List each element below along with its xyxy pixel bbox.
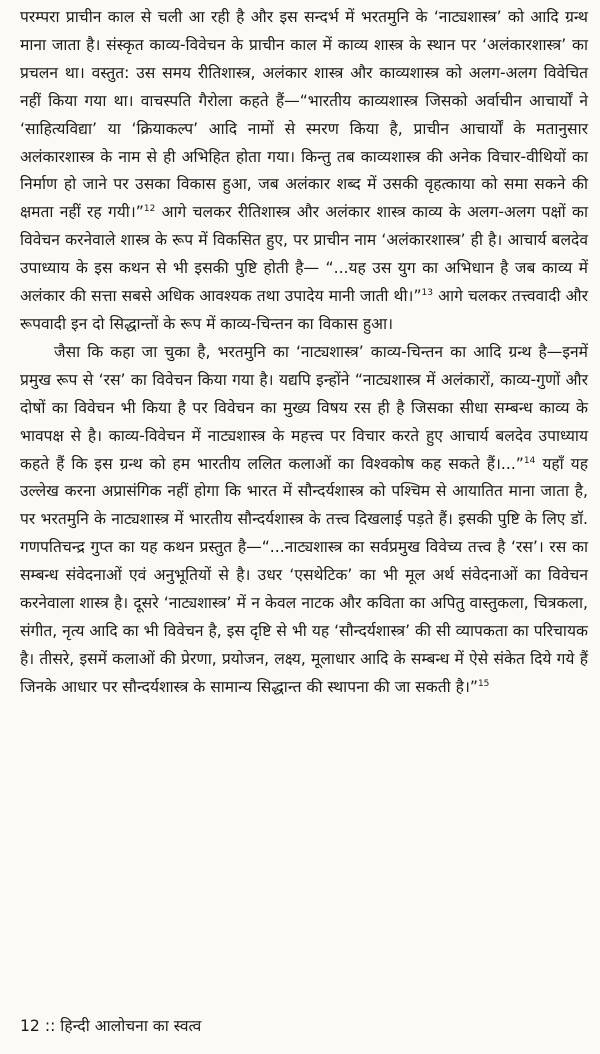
footnote-marker: 14 (523, 455, 536, 466)
paragraph (20, 339, 588, 702)
paragraph (20, 4, 588, 339)
page-footer (20, 1016, 201, 1036)
text-segment: आगे चलकर रीतिशास्त्र और अलंकार शास्त्र काव्य के अलग-अलग पक्षों का विवेचन करनेवाले शास्त्र के रूप में विकसित हुए, पर प्राचीन नाम ‘अलंकारशास्त्र’ ही है। आचार्य बलदेव उपाध्याय के इस कथन से भी इसकी पुष्टि होती है— “...यह उस युग का अभिधान है जब काव्य में अलंकार की सत्ता सबसे अधिक आवश्यक तथा उपादेय मानी जाती थी।” (20, 203, 588, 306)
footnote-marker: 13 (421, 287, 433, 298)
text-segment: यहाँ यह उल्लेख करना अप्रासंगिक नहीं होगा कि भारत में सौन्दर्यशास्त्र को पश्चिम से आयातित माना जाता है, पर भरतमुनि के नाट्यशास्त्र में भारतीय सौन्दर्यशास्त्र के तत्त्व दिखलाई पड़ते हैं। इसकी पुष्टि के लिए डॉ. गणपतिचन्द्र गुप्त का यह कथन प्रस्तुत है—“...नाट्यशास्त्र का सर्वप्रमुख विवेच्य तत्त्व है ‘रस’। रस का सम्बन्ध संवेदनाओं एवं अनुभूतियों से है। उधर ‘एसथेटिक’ का भी मूल अर्थ संवेदनाओं का विवेचन करनेवाला शास्त्र है। दूसरे ‘नाट्यशास्त्र’ में न केवल नाटक और कविता का अपितु वास्तुकला, चित्रकला, संगीत, नृत्य आदि का भी विवेचन है, इस दृष्टि से भी यह ‘सौन्दर्यशास्त्र’ की सी व्यापकता का परिचायक है। तीसरे, इसमें कलाओं की प्रेरणा, प्रयोजन, लक्ष्य, मूलाधार आदि के सम्बन्ध में ऐसे संकेत दिये गये हैं जिनके आधार पर सौन्दर्यशास्त्र के सामान्य सिद्धान्त की स्थापना की जा सकती है।” (20, 454, 589, 696)
text-segment: परम्परा प्राचीन काल से चली आ रही है और इस सन्दर्भ में भरतमुनि के ‘नाट्यशास्त्र’ को आदि ग्रन्थ माना जाता है। संस्कृत काव्य-विवेचन के प्राचीन काल में काव्य शास्त्र के स्थान पर ‘अलंकारशास्त्र’ का प्रचलन था। वस्तुत: उस समय रीतिशास्त्र, अलंकार शास्त्र और काव्यशास्त्र को अलग-अलग विवेचित नहीं किया गया था। वाचस्पति गैरोला कहते हैं—“भारतीय काव्यशास्त्र जिसको अर्वाचीन आचार्यों ने ‘साहित्यविद्या’ या ‘क्रियाकल्प’ आदि नामों से स्मरण किया है, प्राचीन आचार्यों के मतानुसार अलंकारशास्त्र के नाम से ही अभिहित होता गया। किन्तु तब काव्यशास्त्र की अनेक विचार-वीथियों का निर्माण हो जाने पर उसका विकास हुआ, जब अलंकार शब्द में उसकी वृहत्काया को समा सकने की क्षमता नहीं रह गयी।” (20, 8, 588, 222)
text-segment: आगे चलकर तत्त्ववादी और रूपवादी इन दो सिद्धान्तों के रूप में काव्य-चिन्तन का विकास हुआ। (20, 287, 588, 333)
text-segment: जैसा कि कहा जा चुका है, भरतमुनि का ‘नाट्यशास्त्र’ काव्य-चिन्तन का आदि ग्रन्थ है—इनमें प्रमुख रूप से ‘रस’ का विवेचन किया गया है। यद्यपि इन्होंने “नाट्यशास्त्र में अलंकारों, काव्य-गुणों और दोषों का विवेचन भी किया है पर विवेचन का मुख्य विषय रस ही है जिसका सीधा सम्बन्ध काव्य के भावपक्ष से है। काव्य-विवेचन में नाट्यशास्त्र के महत्त्व पर विचार करते हुए आचार्य बलदेव उपाध्याय कहते हैं कि इस ग्रन्थ को हम भारतीय ललित कलाओं का विश्वकोष कह सकते हैं।...” (20, 342, 588, 473)
body-text (20, 4, 588, 702)
footnote-marker: 12 (143, 204, 156, 215)
footnote-marker: 15 (477, 678, 490, 689)
page-number: 12 (20, 1017, 40, 1035)
book-title: हिन्दी आलोचना का स्वत्व (60, 1017, 202, 1035)
footer-separator: :: (44, 1017, 56, 1035)
